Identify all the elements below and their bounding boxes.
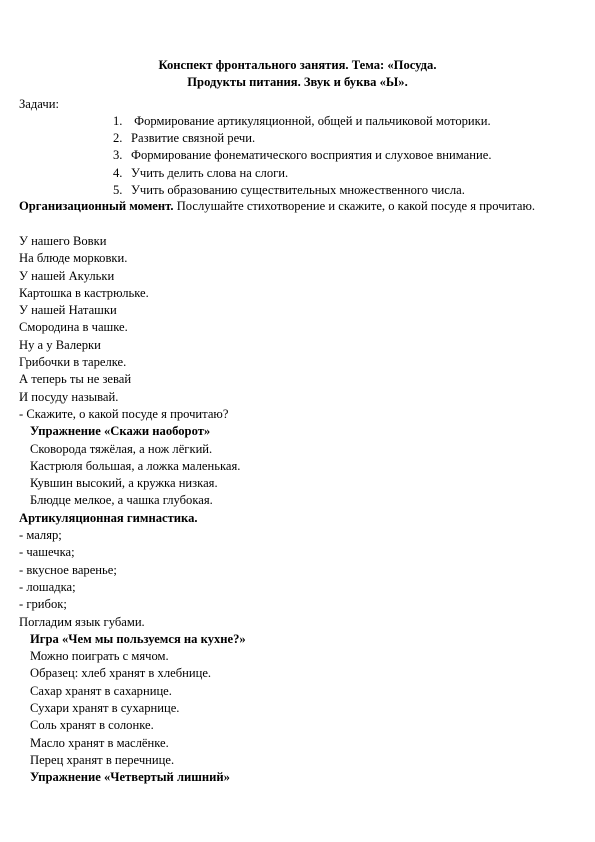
gymnastics-item: - лошадка; xyxy=(19,579,76,594)
task-item: 4. Учить делить слова на слоги. xyxy=(113,165,289,180)
org-moment-label: Организационный момент. xyxy=(19,199,174,213)
poem-line: Смородина в чашке. xyxy=(19,320,128,335)
tasks-heading: Задачи: xyxy=(19,97,59,111)
game-line: Сахар хранят в сахарнице. xyxy=(30,683,172,698)
org-moment-paragraph xyxy=(19,198,579,215)
game-line: Можно поиграть с мячом. xyxy=(30,649,169,664)
lesson-body xyxy=(19,233,246,787)
task-item: 3. Формирование фонематического восприятия и слуховое внимание. xyxy=(113,148,492,163)
gymnastics-item: - грибок; xyxy=(19,597,67,612)
game-line: Масло хранят в маслёнке. xyxy=(30,735,169,750)
gymnastics-item: - вкусное варенье; xyxy=(19,562,117,577)
title-line-1: Конспект фронтального занятия. Тема: «Посуда. xyxy=(158,58,437,72)
game-line: Сухари хранят в сухарнице. xyxy=(30,701,180,716)
gymnastics-item: - маляр; xyxy=(19,528,62,543)
poem-line: Картошка в кастрюльке. xyxy=(19,285,149,300)
poem-line: А теперь ты не зевай xyxy=(19,372,132,387)
gymnastics-item: - чашечка; xyxy=(19,545,75,560)
exercise-line: Кастрюля большая, а ложка маленькая. xyxy=(30,458,241,473)
game-line: Образец: хлеб хранят в хлебнице. xyxy=(30,666,212,681)
poem-line: Ну а у Валерки xyxy=(19,337,101,352)
exercise-line: Кувшин высокий, а кружка низкая. xyxy=(30,476,218,491)
task-item: 5. Учить образованию существительных множественного числа. xyxy=(113,182,465,197)
document-title xyxy=(0,57,595,91)
task-item: 1. Формирование артикуляционной, общей и пальчиковой моторики. xyxy=(113,114,491,128)
game-line: Перец хранят в перечнице. xyxy=(30,752,175,767)
tasks-list xyxy=(113,113,491,199)
poem-line: И посуду называй. xyxy=(19,389,119,404)
task-item: 2. Развитие связной речи. xyxy=(113,131,256,146)
exercise-heading: Упражнение «Скажи наоборот» xyxy=(30,424,211,439)
exercise-line: Блюдце мелкое, а чашка глубокая. xyxy=(30,493,213,508)
poem-line: На блюде морковки. xyxy=(19,251,128,266)
gymnastics-heading: Артикуляционная гимнастика. xyxy=(19,510,198,525)
poem-line: У нашей Наташки xyxy=(19,303,117,318)
gymnastics-line: Погладим язык губами. xyxy=(19,614,145,629)
game-line: Соль хранят в солонке. xyxy=(30,718,154,733)
poem-line: У нашей Акульки xyxy=(19,268,115,283)
question-line: - Скажите, о какой посуде я прочитаю? xyxy=(19,406,229,421)
exercise-heading: Упражнение «Четвертый лишний» xyxy=(30,770,230,785)
org-moment-text: Послушайте стихотворение и скажите, о какой посуде я прочитаю. xyxy=(176,199,536,213)
game-heading: Игра «Чем мы пользуемся на кухне?» xyxy=(30,631,246,646)
poem-line: У нашего Вовки xyxy=(19,234,107,248)
exercise-line: Сковорода тяжёлая, а нож лёгкий. xyxy=(30,441,213,456)
poem-line: Грибочки в тарелке. xyxy=(19,355,127,370)
title-line-2: Продукты питания. Звук и буква «Ы». xyxy=(187,75,408,90)
